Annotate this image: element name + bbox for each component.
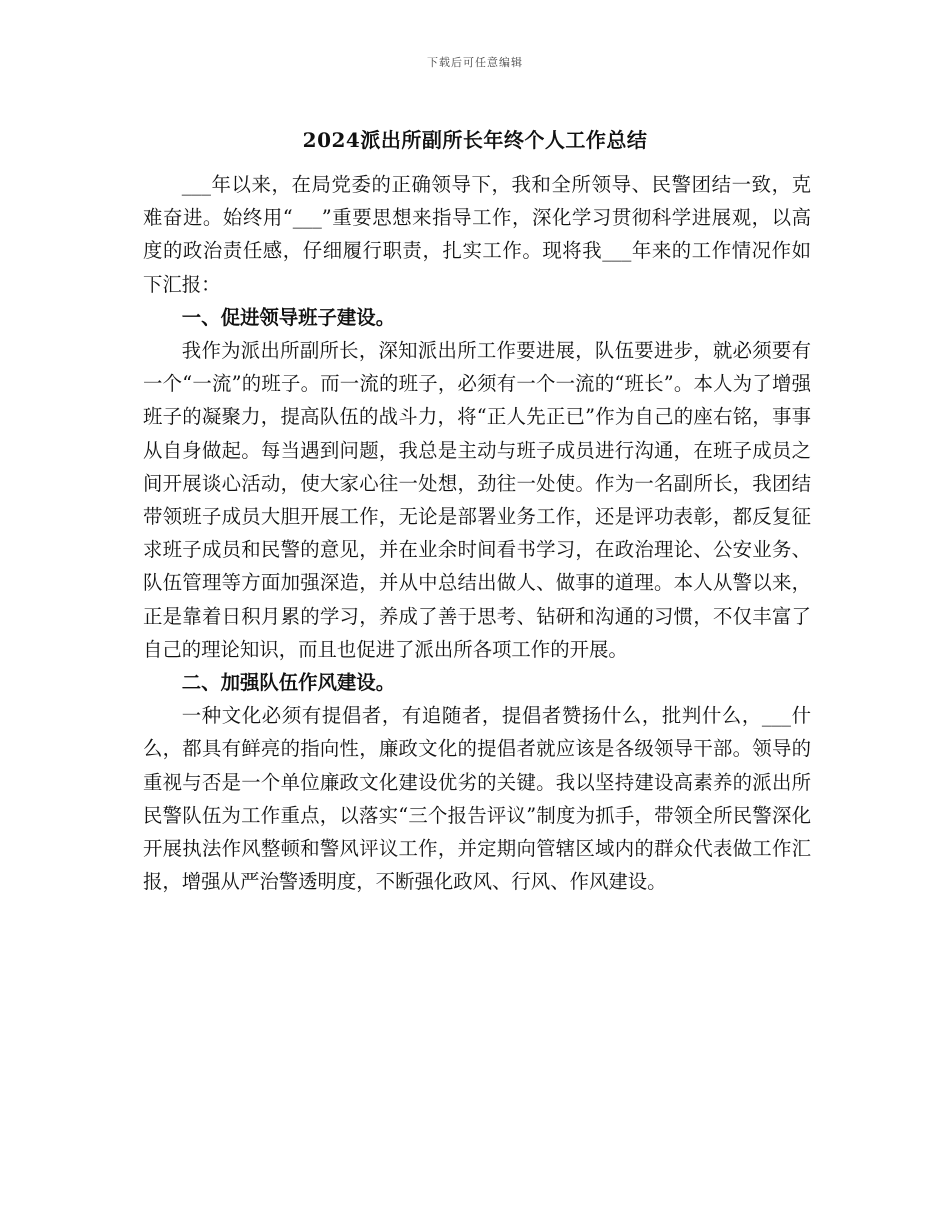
section-heading-2: 二、加强队伍作风建设。 xyxy=(181,671,396,695)
header-note: 下载后可任意编辑 xyxy=(427,56,523,69)
section-heading-1: 一、促进领导班子建设。 xyxy=(181,305,396,329)
document-title: 2024派出所副所长年终个人工作总结 xyxy=(302,128,648,152)
intro-paragraph: ___年以来，在局党委的正确领导下，我和全所领导、民警团结一致，克难奋进。始终用“___”重要思想来指导工作，深化学习贯彻科学进展观，以高度的政治责任感，仔细履行职责，扎实工作。现将我___年来的工作情况作如下汇报： xyxy=(143,173,811,296)
section-1-paragraph: 我作为派出所副所长，深知派出所工作要进展，队伍要进步，就必须要有一个“一流”的班子。而一流的班子，必须有一个一流的“班长”。本人为了增强班子的凝聚力，提高队伍的战斗力，将“正人先正已”作为自己的座右铭，事事从自身做起。每当遇到问题，我总是主动与班子成员进行沟通，在班子成员之间开展谈心活动，使大家心往一处想，劲往一处使。作为一名副所长，我团结带领班子成员大胆开展工作，无论是部署业务工作，还是评功表彰，都反复征求班子成员和民警的意见，并在业余时间看书学习，在政治理论、公安业务、队伍管理等方面加强深造，并从中总结出做人、做事的道理。本人从警以来，正是靠着日积月累的学习，养成了善于思考、钻研和沟通的习惯，不仅丰富了自己的理论知识，而且也促进了派出所各项工作的开展。 xyxy=(143,339,811,661)
section-2-paragraph: 一种文化必须有提倡者，有追随者，提倡者赞扬什么，批判什么，___什么，都具有鲜亮的指向性，廉政文化的提倡者就应该是各级领导干部。领导的重视与否是一个单位廉政文化建设优劣的关键。我以坚持建设高素养的派出所民警队伍为工作重点，以落实“三个报告评议”制度为抓手，带领全所民警深化开展执法作风整顿和警风评议工作，并定期向管辖区域内的群众代表做工作汇报，增强从严治警透明度，不断强化政风、行风、作风建设。 xyxy=(143,704,811,894)
document-body xyxy=(143,168,811,898)
